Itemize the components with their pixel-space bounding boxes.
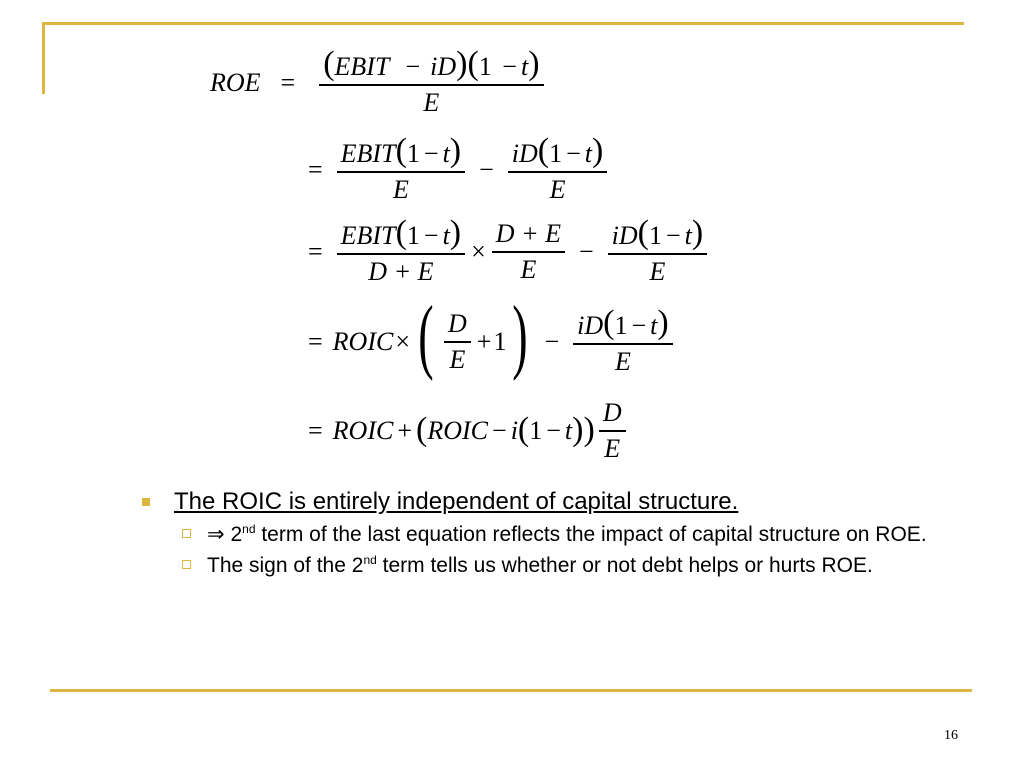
sub-bullet-2 (182, 553, 958, 578)
equation-line-1 (210, 45, 548, 118)
bullet-list (138, 488, 958, 578)
implies-arrow-icon: ⇒ (207, 523, 225, 546)
fraction: $\frac{\text{(EBIT − iD)(1 − t)}}{E}$ (319, 48, 543, 118)
plus-sign: + (476, 327, 492, 356)
sub-bullet-1-text: ⇒ 2nd term of the last equation reflects the impact of capital structure on ROE. (207, 522, 927, 546)
left-border-line (42, 22, 45, 94)
fraction: $\frac{iD(1 - t)}{E}$ (573, 307, 673, 377)
bottom-border-line (50, 689, 972, 692)
times-sign: × (395, 327, 411, 356)
equals-sign: = (308, 415, 323, 445)
fraction: $\frac{iD(1 - t)}{E}$ (508, 135, 608, 205)
fraction: $\frac{D}{E}$ (444, 309, 471, 375)
bullet-main-text: The ROIC is entirely independent of capital structure. (174, 488, 739, 515)
equation-line-4: = ROIC × ( $\frac{D}{E}$ + 1 ) − $\frac{iD(1 - t)}{E}$ (298, 300, 677, 384)
equals-sign: = (280, 67, 296, 97)
top-border-line (42, 22, 964, 25)
fraction: $\frac{iD(1 - t)}{E}$ (608, 217, 708, 287)
page-number: 16 (944, 728, 958, 743)
roic-symbol: ROIC (332, 327, 394, 356)
equation-line-2 (298, 132, 611, 205)
equals-sign: = (308, 236, 323, 266)
equals-sign: = (308, 154, 323, 184)
minus-sign: − (479, 154, 494, 184)
equation-line-3 (298, 214, 711, 287)
minus-sign: − (579, 236, 594, 266)
fraction: $\frac{D + E}{E}$ (492, 219, 565, 285)
fraction: $\frac{\text{EBIT(1 − t)}}{D + E}$ (337, 217, 465, 287)
minus-sign: − (544, 327, 560, 356)
hollow-square-bullet-icon (182, 529, 191, 538)
roic-symbol: ROIC (332, 415, 394, 445)
equals-sign: = (308, 327, 323, 356)
bullet-main (138, 488, 958, 516)
plus-sign: + (397, 415, 413, 445)
equation-line-5: = ROIC + ( ROIC − i ( 1 − t ) ) $\frac{D}{E}$ (298, 398, 630, 464)
sub-bullet-1 (182, 522, 958, 547)
hollow-square-bullet-icon (182, 560, 191, 569)
square-bullet-icon (142, 498, 150, 506)
roe-symbol: ROE (210, 67, 261, 97)
fraction: $\frac{D}{E}$ (599, 398, 626, 464)
fraction: $\frac{\text{EBIT(1 − t)}}{E}$ (337, 135, 465, 205)
times-sign: × (471, 236, 486, 266)
sub-bullet-2-text: The sign of the 2nd term tells us whether or not debt helps or hurts ROE. (207, 553, 873, 577)
